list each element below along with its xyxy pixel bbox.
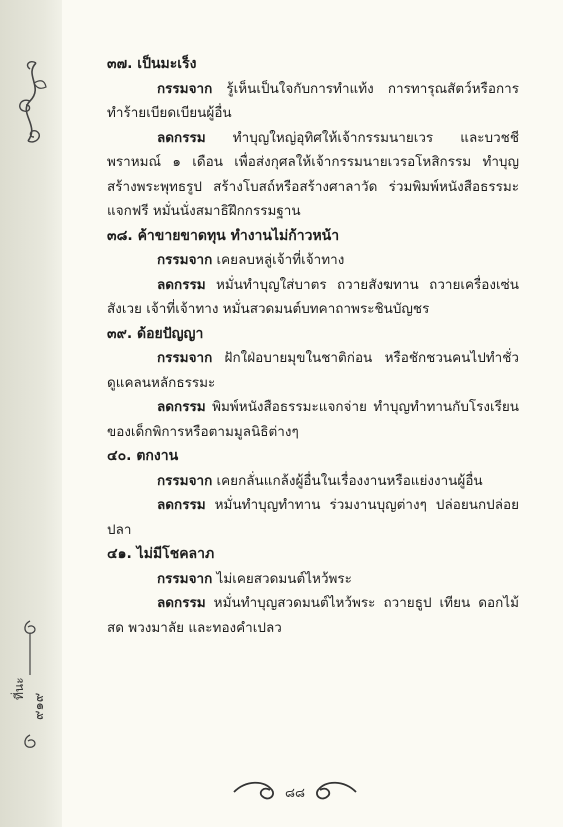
remedy-text: หมั่นทำบุญสวดมนต์ไหว้พระ ถวายธูป เทียน ดอกไม้สด พวงมาลัย และทองคำเปลว [107,595,519,636]
cause-paragraph [107,567,519,592]
remedy-paragraph [107,126,519,224]
remedy-label: ลดกรรม [157,595,206,611]
sidebar-strip [0,0,62,827]
cause-paragraph [107,469,519,494]
remedy-text: หมั่นทำบุญทำทาน ร่วมงานบุญต่างๆ ปล่อยนกปล่อยปลา [107,497,519,538]
section-37 [107,52,519,224]
remedy-paragraph [107,395,519,444]
cause-label: กรรมจาก [157,570,213,587]
remedy-paragraph [107,273,519,322]
cause-text: ไม่เคยสวดมนต์ไหว้พระ [212,570,352,587]
remedy-text: พิมพ์หนังสือธรรมะแจกจ่าย ทำบุญทำทานกับโรงเรียนของเด็กพิการหรือตามมูลนิธิต่างๆ [107,399,519,440]
section-heading: ๔๑. ไม่มีโชคลาภ [107,546,215,562]
remedy-paragraph [107,493,519,542]
remedy-label: ลดกรรม [157,497,206,513]
section-heading: ๓๗. เป็นมะเร็ง [107,56,197,72]
floral-ornament-icon [6,55,56,155]
section-38 [107,224,519,322]
cause-label: กรรมจาก [157,350,213,366]
section-heading: ๓๙. ด้อยปัญญา [107,325,204,342]
section-40 [107,444,519,542]
cause-text: รู้เห็นเป็นใจกับการทำแท้ง การทารุณสัตว์หรือการทำร้ายเบียดเบียนผู้อื่น [107,80,519,121]
section-heading: ๔๐. ตกงาน [107,448,179,464]
remedy-text: หมั่นทำบุญใส่บาตร ถวายสังฆทาน ถวายเครื่องเซ่นสังเวย เจ้าที่เจ้าทาง หมั่นสวดมนต์บทคาถาพระชินบัญชร [107,276,519,317]
main-content [107,52,519,640]
remedy-label: ลดกรรม [157,399,206,415]
section-39 [107,322,519,445]
cause-paragraph [107,248,519,273]
remedy-label: ลดกรรม [157,276,206,293]
page-number: ๘๘ [284,786,306,801]
cause-label: กรรมจาก [157,472,213,489]
cause-text: ฝักใฝ่อบายมุขในชาติก่อน หรือชักชวนคนไปทำชั่ว ดูแคลนหลักธรรมะ [107,350,519,391]
cause-text: เคยกลั่นแกล้งผู้อื่นในเรื่องงานหรือแย่งงานผู้อื่น [212,472,483,489]
section-41 [107,542,519,640]
cause-paragraph [107,346,519,395]
cause-label: กรรมจาก [157,252,213,268]
remedy-paragraph [107,591,519,640]
vertical-title: ที่นะ [12,677,26,700]
remedy-text: ทำบุญใหญ่อุทิศให้เจ้ากรรมนายเวร และบวชชีพราหมณ์ ๑ เดือน เพื่อส่งกุศลให้เจ้ากรรมนายเวรอโหสิกรรม ทำบุญสร้างพระพุทธรูป สร้างโบสถ์หรือสร้างศาลาวัด ร่วมพิมพ์หนังสือธรรมะแจกฟรี หมั่นนั่งสมาธิฝึกกรรมฐาน [107,129,519,219]
vertical-number: ๙๑๙ [32,692,47,720]
cause-paragraph [107,77,519,126]
page-footer [230,778,360,806]
section-heading: ๓๘. ค้าขายขาดทุน ทำงานไม่ก้าวหน้า [107,227,340,244]
cause-label: กรรมจาก [157,80,213,97]
cause-text: เคยลบหลู่เจ้าที่เจ้าทาง [212,252,345,268]
remedy-label: ลดกรรม [157,129,206,146]
